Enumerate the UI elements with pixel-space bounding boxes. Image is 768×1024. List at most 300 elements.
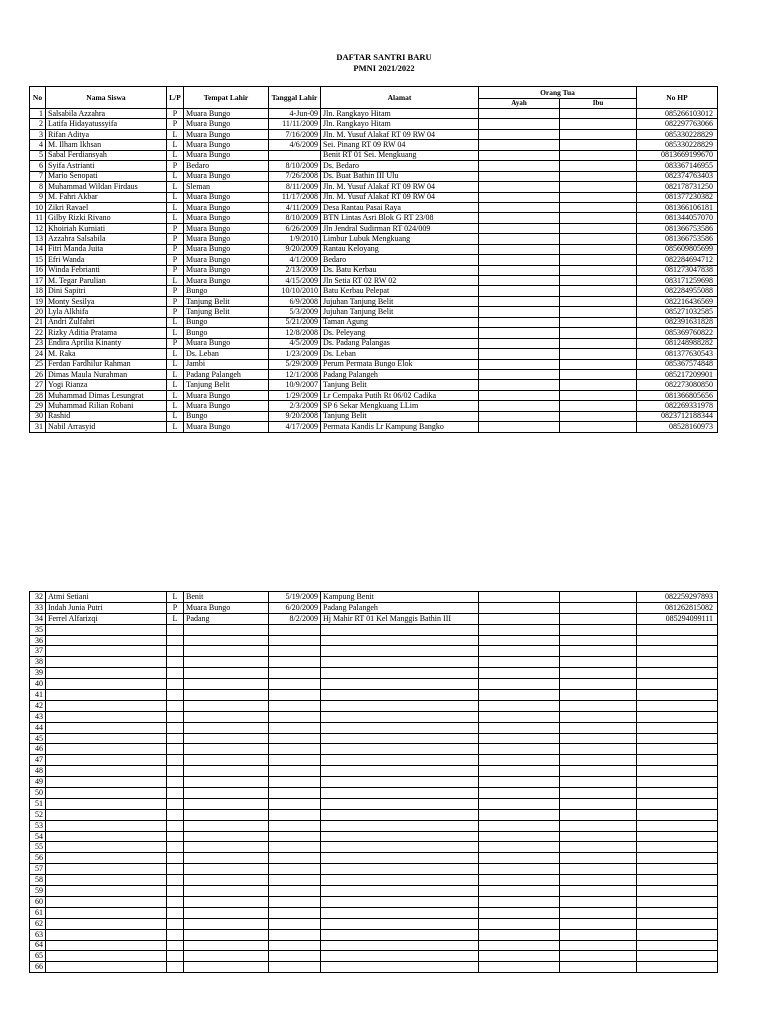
cell-no-hp: 081262815082 [637, 602, 718, 613]
cell-alamat [321, 733, 479, 744]
table-body [30, 109, 718, 433]
cell-ibu [560, 307, 637, 317]
cell-no: 46 [30, 744, 46, 755]
cell-no: 40 [30, 679, 46, 690]
cell-tempat-lahir: Muara Bungo [184, 150, 269, 160]
cell-ayah [479, 896, 560, 907]
table-row [30, 809, 718, 820]
cell-ayah [479, 192, 560, 202]
table-row [30, 722, 718, 733]
cell-tempat-lahir: Bungo [184, 286, 269, 296]
table-row [30, 422, 718, 432]
cell-ibu [560, 820, 637, 831]
table-row [30, 635, 718, 646]
cell-no: 25 [30, 359, 46, 369]
table-row [30, 307, 718, 317]
cell-ayah [479, 929, 560, 940]
cell-nama: Muhammad Dimas Lesungrat [46, 390, 167, 400]
cell-no-hp [637, 940, 718, 951]
cell-alamat [321, 700, 479, 711]
cell-ibu [560, 328, 637, 338]
cell-ayah [479, 635, 560, 646]
cell-lp: P [167, 296, 184, 306]
cell-no-hp [637, 875, 718, 886]
cell-nama [46, 918, 167, 929]
cell-nama: Muhammad Rilian Robani [46, 401, 167, 411]
cell-no-hp [637, 831, 718, 842]
cell-ibu [560, 380, 637, 390]
cell-ibu [560, 265, 637, 275]
cell-no: 45 [30, 733, 46, 744]
cell-lp [167, 940, 184, 951]
cell-ayah [479, 690, 560, 701]
cell-no: 5 [30, 150, 46, 160]
cell-alamat: Jujuhan Tanjung Belit [321, 307, 479, 317]
cell-ibu [560, 286, 637, 296]
cell-lp [167, 929, 184, 940]
cell-alamat [321, 809, 479, 820]
cell-ibu [560, 422, 637, 432]
cell-tanggal-lahir: 5/29/2009 [269, 359, 321, 369]
table-row [30, 657, 718, 668]
cell-ayah [479, 744, 560, 755]
cell-tempat-lahir: Muara Bungo [184, 602, 269, 613]
cell-no: 42 [30, 700, 46, 711]
cell-alamat: Ds. Padang Palangas [321, 338, 479, 348]
cell-no-hp [637, 755, 718, 766]
cell-nama [46, 755, 167, 766]
cell-lp [167, 788, 184, 799]
cell-ibu [560, 711, 637, 722]
cell-nama [46, 820, 167, 831]
cell-lp [167, 853, 184, 864]
cell-alamat: Lr Cempaka Putih Rt 06/02 Cadika [321, 390, 479, 400]
cell-nama [46, 657, 167, 668]
cell-tanggal-lahir [269, 853, 321, 864]
cell-alamat: Limbur Lubuk Mengkuang [321, 234, 479, 244]
cell-tempat-lahir [184, 700, 269, 711]
cell-nama: Efri Wanda [46, 255, 167, 265]
cell-no: 65 [30, 951, 46, 962]
cell-ayah [479, 140, 560, 150]
cell-ibu [560, 798, 637, 809]
cell-nama: Dimas Maula Nurahman [46, 369, 167, 379]
cell-no-hp: 08528160973 [637, 422, 718, 432]
cell-no-hp [637, 788, 718, 799]
cell-tempat-lahir [184, 896, 269, 907]
cell-ayah [479, 864, 560, 875]
cell-tanggal-lahir: 10/9/2007 [269, 380, 321, 390]
cell-alamat [321, 722, 479, 733]
cell-lp: P [167, 234, 184, 244]
cell-ibu [560, 359, 637, 369]
cell-no-hp [637, 809, 718, 820]
cell-alamat [321, 668, 479, 679]
cell-no-hp: 082269331978 [637, 401, 718, 411]
cell-alamat [321, 853, 479, 864]
cell-no-hp [637, 918, 718, 929]
cell-alamat [321, 744, 479, 755]
table-row [30, 853, 718, 864]
cell-no-hp [637, 646, 718, 657]
cell-tempat-lahir: Tanjung Belit [184, 307, 269, 317]
cell-nama: Zikri Ravael [46, 202, 167, 212]
cell-ibu [560, 140, 637, 150]
cell-lp: L [167, 411, 184, 421]
cell-no-hp: 085294099111 [637, 613, 718, 624]
cell-alamat [321, 820, 479, 831]
cell-no: 48 [30, 766, 46, 777]
cell-tempat-lahir [184, 788, 269, 799]
cell-no: 43 [30, 711, 46, 722]
cell-ayah [479, 657, 560, 668]
cell-alamat: SP 6 Sekar Mengkuang LLim [321, 401, 479, 411]
cell-ibu [560, 255, 637, 265]
cell-ayah [479, 390, 560, 400]
cell-nama: Syifa Astrianti [46, 161, 167, 171]
cell-ayah [479, 809, 560, 820]
cell-no: 13 [30, 234, 46, 244]
cell-lp: P [167, 255, 184, 265]
cell-tempat-lahir: Muara Bungo [184, 234, 269, 244]
cell-tanggal-lahir [269, 679, 321, 690]
cell-no: 54 [30, 831, 46, 842]
cell-no-hp: 082178731250 [637, 182, 718, 192]
table-row [30, 907, 718, 918]
table-row [30, 202, 718, 212]
cell-nama: M. Ilham Ikhsan [46, 140, 167, 150]
cell-tanggal-lahir [269, 668, 321, 679]
cell-no: 52 [30, 809, 46, 820]
cell-lp [167, 886, 184, 897]
cell-no-hp: 081366753586 [637, 234, 718, 244]
cell-alamat [321, 624, 479, 635]
cell-no-hp: 085330228829 [637, 140, 718, 150]
cell-ibu [560, 886, 637, 897]
cell-ayah [479, 853, 560, 864]
header-no: No [30, 87, 46, 109]
cell-ibu [560, 700, 637, 711]
cell-ibu [560, 809, 637, 820]
cell-lp: L [167, 213, 184, 223]
cell-nama: Rifan Aditya [46, 129, 167, 139]
cell-ibu [560, 864, 637, 875]
cell-no-hp: 081273047838 [637, 265, 718, 275]
cell-tanggal-lahir [269, 690, 321, 701]
cell-ibu [560, 411, 637, 421]
cell-tanggal-lahir [269, 777, 321, 788]
cell-ayah [479, 918, 560, 929]
cell-alamat: Jujuhan Tanjung Belit [321, 296, 479, 306]
cell-ayah [479, 602, 560, 613]
cell-lp: P [167, 119, 184, 129]
cell-ibu [560, 613, 637, 624]
header-ibu: Ibu [560, 99, 637, 109]
cell-no-hp: 081344057070 [637, 213, 718, 223]
cell-no-hp [637, 744, 718, 755]
cell-alamat [321, 679, 479, 690]
cell-lp [167, 668, 184, 679]
cell-ibu [560, 349, 637, 359]
cell-nama [46, 929, 167, 940]
cell-no: 36 [30, 635, 46, 646]
table-row [30, 700, 718, 711]
cell-ayah [479, 788, 560, 799]
cell-tempat-lahir [184, 875, 269, 886]
cell-no: 37 [30, 646, 46, 657]
header-nama: Nama Siswa [46, 87, 167, 109]
cell-lp [167, 918, 184, 929]
cell-lp: L [167, 380, 184, 390]
cell-nama [46, 940, 167, 951]
cell-tanggal-lahir: 6/26/2009 [269, 223, 321, 233]
cell-no-hp: 082273080850 [637, 380, 718, 390]
cell-alamat: Taman Agung [321, 317, 479, 327]
cell-lp: P [167, 307, 184, 317]
cell-tanggal-lahir [269, 722, 321, 733]
table-row [30, 369, 718, 379]
cell-alamat: Tanjung Belit [321, 380, 479, 390]
cell-tanggal-lahir: 1/23/2009 [269, 349, 321, 359]
cell-tanggal-lahir [269, 657, 321, 668]
cell-tempat-lahir [184, 929, 269, 940]
cell-ayah [479, 401, 560, 411]
cell-tempat-lahir: Tanjung Belit [184, 296, 269, 306]
cell-ibu [560, 109, 637, 119]
cell-no: 62 [30, 918, 46, 929]
cell-tanggal-lahir [269, 875, 321, 886]
cell-nama [46, 886, 167, 897]
table-row [30, 842, 718, 853]
cell-ibu [560, 646, 637, 657]
document-subtitle: PMNI 2021/2022 [353, 63, 415, 73]
cell-nama: Yogi Rianza [46, 380, 167, 390]
table-row [30, 929, 718, 940]
santri-table-continued [29, 591, 718, 973]
cell-no-hp: 081377230382 [637, 192, 718, 202]
table-row [30, 592, 718, 603]
cell-no-hp [637, 679, 718, 690]
cell-alamat [321, 711, 479, 722]
cell-ibu [560, 853, 637, 864]
cell-tanggal-lahir: 1/9/2010 [269, 234, 321, 244]
cell-nama: Ferrel Alfarizqi [46, 613, 167, 624]
cell-alamat: Sei. Pinang RT 09 RW 04 [321, 140, 479, 150]
cell-ibu [560, 129, 637, 139]
cell-lp: L [167, 140, 184, 150]
cell-alamat [321, 646, 479, 657]
cell-tempat-lahir: Padang [184, 613, 269, 624]
cell-tanggal-lahir [269, 918, 321, 929]
cell-no-hp [637, 777, 718, 788]
cell-alamat: Jln. M. Yusuf Alakaf RT 09 RW 04 [321, 192, 479, 202]
cell-no: 53 [30, 820, 46, 831]
cell-no: 26 [30, 369, 46, 379]
cell-ayah [479, 109, 560, 119]
cell-no: 50 [30, 788, 46, 799]
cell-no-hp: 081366106181 [637, 202, 718, 212]
cell-ibu [560, 777, 637, 788]
table-row [30, 380, 718, 390]
cell-ibu [560, 896, 637, 907]
cell-tanggal-lahir [269, 929, 321, 940]
cell-ibu [560, 951, 637, 962]
cell-no-hp: 081366753586 [637, 223, 718, 233]
cell-lp: L [167, 349, 184, 359]
cell-no-hp: 082284694712 [637, 255, 718, 265]
table-row [30, 109, 718, 119]
cell-tempat-lahir [184, 646, 269, 657]
header-no-hp: No HP [637, 87, 718, 109]
cell-ibu [560, 390, 637, 400]
cell-lp: L [167, 422, 184, 432]
cell-lp [167, 962, 184, 973]
cell-tanggal-lahir [269, 940, 321, 951]
cell-ibu [560, 182, 637, 192]
cell-nama: Muhammad Wildan Firdaus [46, 182, 167, 192]
cell-nama: Atmi Setiani [46, 592, 167, 603]
cell-no: 24 [30, 349, 46, 359]
cell-nama: Dini Sapitri [46, 286, 167, 296]
cell-tanggal-lahir: 2/3/2009 [269, 401, 321, 411]
cell-nama [46, 951, 167, 962]
cell-tempat-lahir: Muara Bungo [184, 213, 269, 223]
cell-alamat [321, 875, 479, 886]
cell-lp: L [167, 129, 184, 139]
cell-no: 12 [30, 223, 46, 233]
cell-ayah [479, 150, 560, 160]
cell-no-hp: 085367574848 [637, 359, 718, 369]
cell-tanggal-lahir: 4-Jun-09 [269, 109, 321, 119]
cell-ayah [479, 265, 560, 275]
cell-no: 22 [30, 328, 46, 338]
cell-alamat: Jln. Rangkayo Hitam [321, 119, 479, 129]
cell-tempat-lahir [184, 766, 269, 777]
cell-alamat: Padang Palangeh [321, 602, 479, 613]
cell-lp: L [167, 276, 184, 286]
header-alamat: Alamat [321, 87, 479, 109]
cell-no: 61 [30, 907, 46, 918]
table-row [30, 788, 718, 799]
cell-tempat-lahir [184, 951, 269, 962]
cell-lp: P [167, 223, 184, 233]
cell-nama: Indah Junia Putri [46, 602, 167, 613]
cell-no: 9 [30, 192, 46, 202]
cell-no: 60 [30, 896, 46, 907]
cell-no-hp: 082259297893 [637, 592, 718, 603]
cell-tempat-lahir: Muara Bungo [184, 265, 269, 275]
cell-alamat: Ds. Batu Kerbau [321, 265, 479, 275]
cell-tempat-lahir [184, 853, 269, 864]
table-row [30, 679, 718, 690]
cell-no-hp [637, 929, 718, 940]
cell-no: 38 [30, 657, 46, 668]
cell-tanggal-lahir: 5/3/2009 [269, 307, 321, 317]
cell-ayah [479, 234, 560, 244]
table-row [30, 918, 718, 929]
cell-no: 31 [30, 422, 46, 432]
cell-no-hp [637, 907, 718, 918]
cell-ayah [479, 369, 560, 379]
cell-no-hp: 081377630543 [637, 349, 718, 359]
cell-ayah [479, 842, 560, 853]
cell-tanggal-lahir [269, 831, 321, 842]
cell-nama: Azzahra Salsabila [46, 234, 167, 244]
cell-no: 33 [30, 602, 46, 613]
cell-tanggal-lahir: 10/10/2010 [269, 286, 321, 296]
cell-ayah [479, 646, 560, 657]
cell-ibu [560, 296, 637, 306]
cell-nama [46, 744, 167, 755]
cell-tanggal-lahir [269, 809, 321, 820]
cell-ayah [479, 820, 560, 831]
cell-no-hp [637, 853, 718, 864]
cell-tanggal-lahir: 12/8/2008 [269, 328, 321, 338]
cell-tanggal-lahir: 9/20/2008 [269, 411, 321, 421]
cell-ibu [560, 338, 637, 348]
table-row [30, 798, 718, 809]
cell-no: 23 [30, 338, 46, 348]
table-row [30, 875, 718, 886]
cell-tanggal-lahir [269, 820, 321, 831]
cell-no: 32 [30, 592, 46, 603]
cell-ayah [479, 223, 560, 233]
cell-alamat [321, 886, 479, 897]
cell-ibu [560, 192, 637, 202]
cell-ibu [560, 161, 637, 171]
cell-alamat [321, 864, 479, 875]
table-row [30, 744, 718, 755]
cell-tempat-lahir: Muara Bungo [184, 276, 269, 286]
cell-tempat-lahir: Ds. Leban [184, 349, 269, 359]
table-row [30, 150, 718, 160]
table-row [30, 624, 718, 635]
cell-tanggal-lahir: 6/9/2008 [269, 296, 321, 306]
table-row [30, 766, 718, 777]
cell-tempat-lahir: Muara Bungo [184, 422, 269, 432]
cell-ayah [479, 886, 560, 897]
cell-ayah [479, 592, 560, 603]
cell-tempat-lahir [184, 635, 269, 646]
cell-tanggal-lahir [269, 755, 321, 766]
cell-ibu [560, 401, 637, 411]
cell-lp: L [167, 182, 184, 192]
cell-tempat-lahir: Muara Bungo [184, 338, 269, 348]
table-row [30, 317, 718, 327]
table-row [30, 711, 718, 722]
cell-no: 44 [30, 722, 46, 733]
cell-tanggal-lahir [269, 962, 321, 973]
cell-alamat: Hj Mahir RT 01 Kel Manggis Bathin III [321, 613, 479, 624]
cell-tempat-lahir: Padang Palangeh [184, 369, 269, 379]
cell-tempat-lahir: Muara Bungo [184, 171, 269, 181]
cell-tempat-lahir [184, 711, 269, 722]
cell-no-hp: 0813669199670 [637, 150, 718, 160]
cell-ibu [560, 657, 637, 668]
cell-no-hp: 082216436569 [637, 296, 718, 306]
cell-no: 15 [30, 255, 46, 265]
cell-alamat: Ds. Bedaro [321, 161, 479, 171]
cell-ibu [560, 755, 637, 766]
cell-tempat-lahir [184, 668, 269, 679]
cell-ayah [479, 119, 560, 129]
cell-nama: Lyla Alkhifa [46, 307, 167, 317]
cell-alamat: Desa Rantau Pasai Raya [321, 202, 479, 212]
table-row [30, 161, 718, 171]
cell-lp [167, 875, 184, 886]
cell-no: 29 [30, 401, 46, 411]
cell-no-hp [637, 690, 718, 701]
